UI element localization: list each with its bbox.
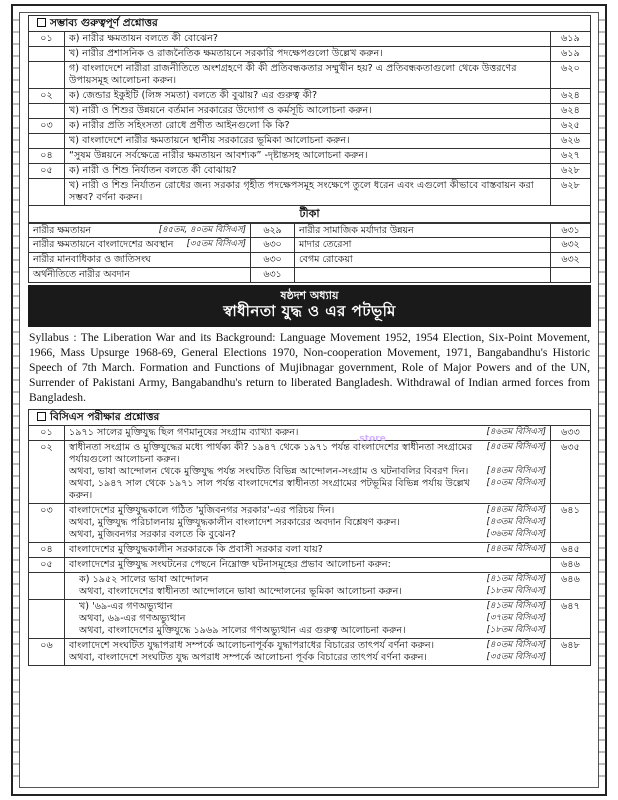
exam-reference: [৪০তম বিসিএস]: [486, 478, 546, 489]
question-line: [79, 625, 546, 637]
probable-questions-table: [28, 15, 591, 206]
question-text: অথবা, বাংলাদেশের স্বাধীনতা আন্দোলনে ভাষা আন্দোলনের ভূমিকা আলোচনা করুন।: [79, 586, 402, 598]
question-row: [29, 543, 591, 558]
question-row: [29, 149, 591, 164]
exam-reference: [৪৫তম বিসিএস]: [486, 442, 546, 453]
question-row: [29, 32, 591, 47]
exam-reference: [৪৩তম বিসিএস]: [486, 517, 546, 528]
question-cell: [65, 504, 551, 543]
exam-reference: [৪১তম বিসিএস]: [486, 601, 546, 612]
checkbox-icon: [37, 18, 46, 27]
question-number: ০২: [29, 441, 65, 504]
decorative-border-right: [598, 14, 606, 786]
question-cell: [65, 639, 551, 666]
tika-topic-label: অর্থনীতিতে নারীর অবদান: [33, 268, 130, 280]
tika-topic: [29, 223, 251, 238]
question-number: ০১: [29, 32, 65, 47]
question-line: [79, 586, 546, 598]
question-row: [29, 47, 591, 62]
question-number: ০১: [29, 426, 65, 441]
exam-reference: [৩৭তম বিসিএস]: [486, 613, 546, 624]
question-row: [29, 504, 591, 543]
exam-reference: [১৮তম বিসিএস]: [486, 625, 546, 636]
question-number: [29, 600, 65, 639]
exam-reference: [৪৪তম বিসিএস]: [486, 466, 546, 477]
page-number: ৬২৯: [251, 223, 295, 238]
tika-topic-label: নারীর ক্ষমতায়ন: [33, 224, 91, 236]
question-row: [29, 163, 591, 178]
tika-topic: [295, 267, 551, 282]
question-number: [29, 62, 65, 89]
exam-reference: [৪৪তম বিসিএস]: [486, 505, 546, 516]
page-number: [551, 267, 591, 282]
sub-question-cell: [65, 600, 551, 639]
question-line: [69, 652, 546, 664]
exam-reference: [৪০তম বিসিএস]: [486, 640, 546, 651]
question-line: [79, 574, 546, 586]
section-header: [29, 410, 591, 426]
tika-topic-label: নারীর মানবাধিকার ও জাতিসংঘ: [33, 254, 151, 266]
question-row: [29, 558, 591, 573]
question-text: ক) ১৯৫২ সালের ভাষা আন্দোলন: [79, 574, 209, 586]
question-row: [29, 426, 591, 441]
question-row: [29, 639, 591, 666]
question-number: ০৫: [29, 163, 65, 178]
tika-row: [29, 267, 591, 282]
page-number: ৬২৪: [550, 104, 590, 119]
question-line: [69, 466, 546, 478]
decorative-border-left: [12, 14, 20, 786]
section-title: বিসিএস পরীক্ষার প্রশ্নোত্তর: [50, 411, 160, 424]
page-number: ৬৪৬: [550, 558, 590, 573]
exam-reference: [৩৬তম বিসিএস]: [486, 529, 546, 540]
question-text: বাংলাদেশের মুক্তিযুদ্ধকালে গঠিত 'মুজিবনগর সরকার'-এর পরিচয় দিন।: [69, 505, 335, 517]
question-cell: [65, 441, 551, 504]
question-text: ১৯৭১ সালের মুক্তিযুদ্ধ ছিল গণমানুষের সংগ্রাম ব্যাখ্যা করুন।: [69, 427, 299, 439]
page-number: ৬১৯: [550, 32, 590, 47]
question-text: গ) বাংলাদেশে নারীরা রাজনীতিতে অংশগ্রহণে কী কী প্রতিবন্ধকতার সম্মুখীন হয়? এ প্রতিবন্ধকতাগুলো থেকে উত্তরণের উপায়সমূহ আলোচনা করুন।: [65, 62, 551, 89]
question-text: অথবা, ভাষা আন্দোলন থেকে মুক্তিযুদ্ধ পর্যন্ত সংঘটিত বিভিন্ন আন্দোলন-সংগ্রাম ও ঘটনাবলির বিবরণ দিন।: [69, 466, 469, 478]
page-number: ৬৪৫: [550, 543, 590, 558]
section-title: সম্ভাব্য গুরুত্বপূর্ণ প্রশ্নোত্তর: [50, 17, 158, 29]
question-number: [29, 178, 65, 205]
question-number: ০৫: [29, 558, 65, 573]
page-number: ৬২৮: [550, 163, 590, 178]
question-line: [69, 559, 546, 571]
exam-reference: [১৮তম বিসিএস]: [486, 586, 546, 597]
tika-title: টীকা: [28, 206, 591, 223]
page-number: ৬১৯: [550, 47, 590, 62]
question-text: ক) নারীর ক্ষমতায়ন বলতে কী বোঝেন?: [65, 32, 551, 47]
tika-topic-label: নারীর ক্ষমতায়নে বাংলাদেশের অবস্থান: [33, 239, 174, 251]
question-text: ক) নারী ও শিশু নির্যাতন বলতে কী বোঝায়?: [65, 163, 551, 178]
page-number: ৬৩২: [551, 238, 591, 253]
watermark-text: .store: [356, 434, 386, 444]
tika-table: [28, 223, 591, 283]
tika-topic: [29, 253, 251, 268]
question-text: অথবা, ১৯৪৭ সাল থেকে ১৯৭১ সাল পর্যন্ত বাংলাদেশের স্বাধীনতা সংগ্রামের পটভূমির বিভিন্ন পর্যায় উল্লেখ করুন।: [69, 478, 470, 502]
question-line: [79, 601, 546, 613]
exam-reference: [৪১তম বিসিএস]: [486, 574, 546, 585]
question-text: অথবা, ৬৯-এর গণঅভ্যুত্থান: [79, 613, 186, 625]
page-number: ৬২৫: [550, 119, 590, 134]
question-row: [29, 441, 591, 504]
question-cell: [65, 558, 551, 573]
question-text: অথবা, মুজিবনগর সরকার বলতে কি বুঝেন?: [69, 529, 236, 541]
exam-reference: [৪৪তম বিসিএস]: [486, 544, 546, 555]
page-number: ৬৪৮: [550, 639, 590, 666]
page-number: ৬২৪: [550, 89, 590, 104]
exam-reference: [৩৫তম বিসিএস]: [486, 652, 546, 663]
question-number: [29, 134, 65, 149]
question-row: [29, 62, 591, 89]
page-number: ৬২৭: [550, 149, 590, 164]
question-line: [69, 529, 546, 541]
question-text: স্বাধীনতা সংগ্রাম ও মুক্তিযুদ্ধের মধ্যে পার্থক্য কী? ১৯৪৭ থেকে ১৯৭১ পর্যন্ত বাংলাদেশের স্বাধীনতা সংগ্রামের পর্যায়গুলো আলোচনা করুন।: [69, 442, 473, 466]
question-row: [29, 134, 591, 149]
question-text: অথবা, বাংলাদেশের মুক্তিযুদ্ধে ১৯৬৯ সালের গণঅভ্যুত্থান এর গুরুত্ব আলোচনা করুন।: [79, 625, 406, 637]
question-line: [69, 427, 546, 439]
page-number: ৬৩০: [251, 253, 295, 268]
syllabus-text: Syllabus : The Liberation War and its Background: Language Movement 1952, 1954 Election, Six-Point Movement, 1966, Mass Upsurge 1968-69, General Elections 1970, Non-cooperation Movement, 1971, Bangabandhu's Historic Speech of 7th March. Formation and Functions of Mujibnagar government, Role of Major Powers and of the UN, Surrender of Pakistani Army, Bangabandhu's return to liberated Bangladesh. Withdrawal of Indian armed forces from Bangladesh.: [29, 331, 590, 404]
page-number: ৬৪৭: [550, 600, 590, 639]
sub-question-row: [29, 573, 591, 600]
question-number: ০৬: [29, 639, 65, 666]
question-cell: [65, 543, 551, 558]
tika-topic: [29, 238, 251, 253]
checkbox-icon: [37, 412, 46, 421]
chapter-title: স্বাধীনতা যুদ্ধ ও এর পটভূমি: [223, 302, 396, 321]
question-text: খ) '৬৯-এর গণঅভ্যুত্থান: [79, 601, 173, 613]
tika-topic: বেগম রোকেয়া: [295, 253, 551, 268]
chapter-number: ষষ্ঠদশ অধ্যায়: [280, 288, 339, 302]
page-number: ৬৩০: [251, 238, 295, 253]
question-text: অথবা, বাংলাদেশে সংঘটিত যুদ্ধ অপরাধ সম্পর্কে আলোচনা পূর্বক বিচারের তাৎপর্য বর্ণনা করুন।: [69, 652, 427, 664]
question-text: অথবা, মুক্তিযুদ্ধ পরিচালনায় মুক্তিযুদ্ধকালীন বাংলাদেশ সরকারের অবদান বিশ্লেষণ করুন।: [69, 517, 400, 529]
question-row: [29, 89, 591, 104]
question-text: বাংলাদেশের মুক্তিযুদ্ধ সংঘটনের পেছনে নিম্নোক্ত ঘটনাসমূহের প্রভাব আলোচনা করুন:: [69, 559, 391, 571]
page-number: ৬২০: [550, 62, 590, 89]
page-content: [28, 15, 591, 666]
sub-question-cell: [65, 573, 551, 600]
page-number: ৬২৮: [550, 178, 590, 205]
tika-topic: নারীর সামাজিক মর্যাদার উন্নয়ন: [295, 223, 551, 238]
question-row: [29, 178, 591, 205]
question-row: [29, 104, 591, 119]
sub-question-row: [29, 600, 591, 639]
question-number: ০২: [29, 89, 65, 104]
tika-topic: মাদার তেরেসা: [295, 238, 551, 253]
question-number: ০৪: [29, 543, 65, 558]
page-number: ৬২৬: [550, 134, 590, 149]
tika-row: [29, 253, 591, 268]
page-number: ৬৩১: [251, 267, 295, 282]
section-header: [29, 16, 591, 32]
question-text: খ) নারী ও শিশু নির্যাতন রোধের জন্য সরকার গৃহীত পদক্ষেপসমূহ সংক্ষেপে তুলে ধরেন এবং এগুলো কীভাবে বাস্তবায়ন করা সম্ভব? বর্ণনা করুন।: [65, 178, 551, 205]
question-text: ক) নারীর প্রতি সহিংসতা রোধে প্রণীত আইনগুলো কি কি?: [65, 119, 551, 134]
question-number: [29, 573, 65, 600]
question-row: [29, 119, 591, 134]
chapter-banner: [28, 285, 591, 328]
tika-topic: [29, 267, 251, 282]
question-number: ০৩: [29, 504, 65, 543]
question-number: ০৪: [29, 149, 65, 164]
question-line: [69, 640, 546, 652]
question-text: বাংলাদেশে সংঘটিত যুদ্ধাপরাধ সম্পর্কে আলোচনাপূর্বক যুদ্ধাপরাধের বিচারের তাৎপর্য বর্ণনা করুন।: [69, 640, 435, 652]
page-number: ৬৩১: [551, 223, 591, 238]
page-number: ৬৩৫: [550, 441, 590, 504]
bcs-questions-table: [28, 409, 591, 666]
exam-reference: [৪৬তম বিসিএস]: [486, 427, 546, 438]
page-number: ৬৩২: [551, 253, 591, 268]
question-number: [29, 47, 65, 62]
page-number: ৬৪১: [550, 504, 590, 543]
question-line: [69, 517, 546, 529]
exam-reference: [৪৫তম, ৪০তম বিসিএস]: [158, 224, 246, 235]
question-text: বাংলাদেশের মুক্তিযুদ্ধকালীন সরকারকে কি প্রবাসী সরকার বলা যায়?: [69, 544, 323, 556]
question-text: খ) নারী ও শিশুর উন্নয়নে বর্তমান সরকারের উদ্যোগ ও কর্মসূচি আলোচনা করুন।: [65, 104, 551, 119]
question-text: খ) বাংলাদেশে নারীর ক্ষমতায়নে স্থানীয় সরকারের ভূমিকা আলোচনা করুন।: [65, 134, 551, 149]
question-line: [69, 505, 546, 517]
question-text: “সুষম উন্নয়নে সর্বক্ষেত্রে নারীর ক্ষমতায়ন আবশ্যক” -দৃষ্টান্তসহ আলোচনা করুন।: [65, 149, 551, 164]
question-number: [29, 104, 65, 119]
question-cell: [65, 426, 551, 441]
question-text: ক) জেন্ডার ইকুইটি (লিঙ্গ সমতা) বলতে কী বুঝায়? এর গুরুত্ব কী?: [65, 89, 551, 104]
question-line: [79, 613, 546, 625]
question-line: [69, 442, 546, 466]
question-line: [69, 544, 546, 556]
question-number: ০৩: [29, 119, 65, 134]
tika-row: [29, 223, 591, 238]
exam-reference: [৩৫তম বিসিএস]: [186, 239, 246, 250]
question-line: [69, 478, 546, 502]
page-number: ৬৪৬: [550, 573, 590, 600]
page-number: ৬৩৩: [550, 426, 590, 441]
tika-row: [29, 238, 591, 253]
question-text: খ) নারীর প্রশাসনিক ও রাজনৈতিক ক্ষমতায়নে সরকারি পদক্ষেপগুলো উল্লেখ করুন।: [65, 47, 551, 62]
